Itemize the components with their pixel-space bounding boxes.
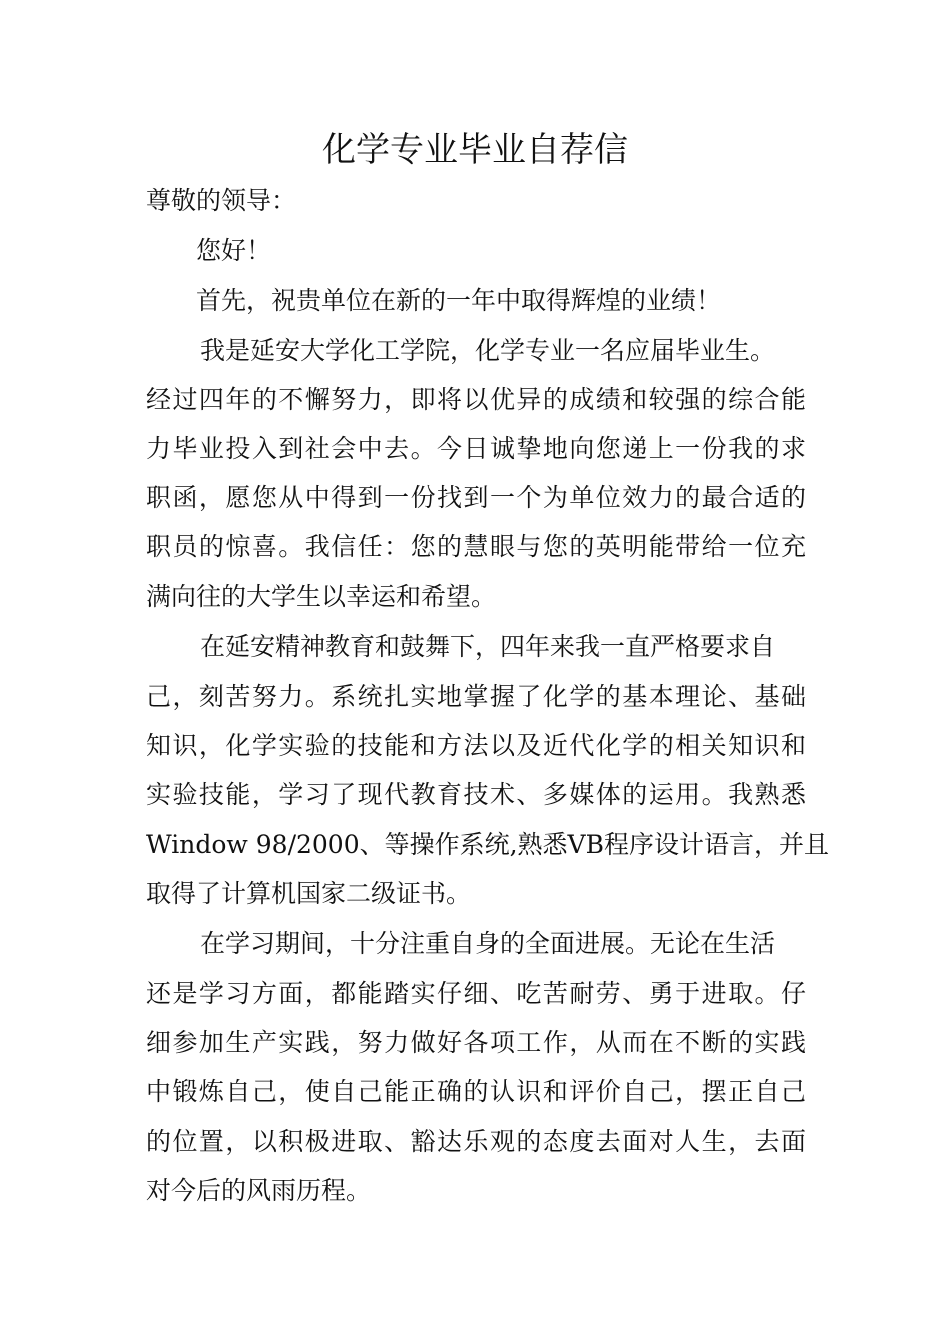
greeting: 您好！ (196, 236, 272, 265)
paragraph-2-line: 实验技能，学习了现代教育技术、多媒体的运用。我熟悉 (146, 780, 806, 809)
paragraph-2-line: 知识，化学实验的技能和方法以及近代化学的相关知识和 (146, 731, 806, 760)
salutation: 尊敬的领导： (146, 186, 297, 215)
paragraph-1-line: 满向往的大学生以幸运和希望。 (146, 582, 497, 611)
paragraph-3-line: 中锻炼自己，使自己能正确的认识和评价自己，摆正自己 (146, 1077, 806, 1106)
paragraph-3-line: 对今后的风雨历程。 (146, 1176, 372, 1205)
paragraph-1-line: 职员的惊喜。我信任：您的慧眼与您的英明能带给一位充 (146, 532, 806, 561)
paragraph-3-line: 在学习期间，十分注重自身的全面进展。无论在生活 (200, 929, 776, 958)
paragraph-1-line: 我是延安大学化工学院，化学专业一名应届毕业生。 (200, 336, 776, 365)
paragraph-3-line: 还是学习方面，都能踏实仔细、吃苦耐劳、勇于进取。仔 (146, 979, 806, 1008)
opening-wish: 首先，祝贵单位在新的一年中取得辉煌的业绩！ (196, 286, 722, 315)
paragraph-1-line: 力毕业投入到社会中去。今日诚挚地向您递上一份我的求 (146, 434, 806, 463)
paragraph-3-line: 的位置，以积极进取、豁达乐观的态度去面对人生，去面 (146, 1127, 806, 1156)
paragraph-3-line: 细参加生产实践，努力做好各项工作，从而在不断的实践 (146, 1028, 806, 1057)
paragraph-2-line: Window 98/2000、等操作系统,熟悉VB程序设计语言，并且 (146, 830, 829, 859)
paragraph-2-line: 取得了计算机国家二级证书。 (146, 879, 472, 908)
paragraph-1-line: 职函，愿您从中得到一份找到一个为单位效力的最合适的 (146, 483, 806, 512)
paragraph-2-line: 在延安精神教育和鼓舞下，四年来我一直严格要求自 (200, 632, 776, 661)
paragraph-1-line: 经过四年的不懈努力，即将以优异的成绩和较强的综合能 (146, 385, 806, 414)
paragraph-2-line: 己，刻苦努力。系统扎实地掌握了化学的基本理论、基础 (146, 682, 806, 711)
document-title: 化学专业毕业自荐信 (322, 130, 628, 170)
